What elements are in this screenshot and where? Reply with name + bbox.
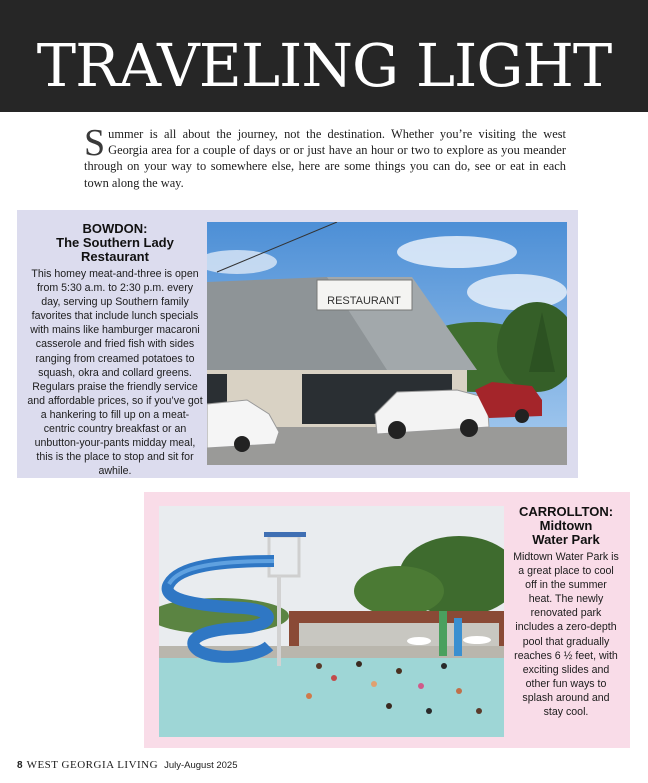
bowdon-town-heading: BOWDON: [82,221,148,236]
carrollton-town-heading: CARROLLTON: [518,504,614,519]
page-number: 8 [17,760,23,771]
page-footer [17,755,238,771]
carrollton-venue-heading-line2: Water Park [532,532,600,547]
page-title: TRAVELING LIGHT [36,31,612,100]
carrollton-venue-heading-line1: Midtown [539,518,593,533]
carrollton-text-column [512,505,620,719]
magazine-name: WEST GEORGIA LIVING [26,759,159,771]
restaurant-photo [207,222,567,465]
intro-paragraph [84,122,566,191]
drop-cap: S [84,122,106,164]
title-banner [0,0,648,112]
intro-text: ummer is all about the journey, not the destination. Whether you’re visiting the west Georgia area for a couple of days or or just have an hour or two to explore as you meander through on your way to somewhere else, here are some things you can do, see or eat in each town along the way. [84,127,566,190]
water-park-photo [159,506,504,737]
issue-date: July-August 2025 [164,760,238,771]
carrollton-description: Midtown Water Park is a great place to cool off in the summer heat. The newly renovated park includes a zero-depth pool that gradually reaches 6 ½ feet, with exciting slides and other fun ways to splash around and stay cool. [513,551,619,719]
bowdon-text-column [27,222,203,478]
bowdon-venue-heading: The Southern Lady Restaurant [56,235,174,264]
bowdon-description: This homey meat-and-three is open from 5:30 a.m. to 2:30 p.m. every day, serving up Southern family favorites that include lunch specials with mains like hamburger macaroni casserole and fried fish with sides ranging from creamed potatoes to squash, okra and collard greens. Regulars praise the friendly service and affordable prices, so if you’ve got a hankering to fill up on a meat-centric country breakfast or an unbutton-your-pants midday meal, this is the place to stop and sit for awhile. [27,268,203,478]
restaurant-sign-text: RESTAURANT [327,295,401,307]
